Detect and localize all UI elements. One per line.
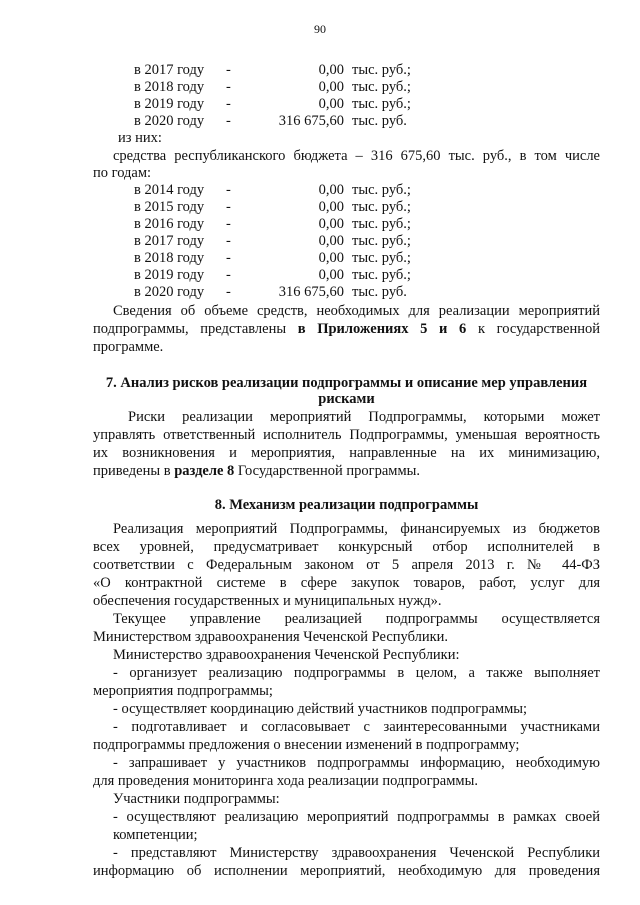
section-8-line: информацию об исполнении мероприятий, необходимую для проведения (93, 863, 600, 879)
list-item-value: 316 675,60 (278, 113, 344, 129)
section-8-line: Министерством здравоохранения Чеченской Республики. (93, 629, 449, 645)
list-item-year: в 2019 году (134, 267, 205, 283)
section-8-line: мероприятия подпрограммы; (93, 683, 273, 699)
info-paragraph-line (93, 321, 600, 338)
from-them-text: из них: (118, 130, 162, 146)
list-item-value: 0,00 (318, 199, 344, 215)
list-item-value: 0,00 (318, 250, 344, 266)
list-item-value: 0,00 (318, 216, 344, 232)
list-item-dash: - (226, 79, 231, 95)
section-7-title: 7. Анализ рисков реализации подпрограммы и описание мер управления рисками (105, 375, 588, 407)
list-item-dash: - (226, 182, 231, 198)
list-item-dash: - (226, 113, 231, 129)
list-item-year: в 2019 году (134, 96, 205, 112)
section-8-line: всех уровней, предусматривает конкурсный отбор исполнителей в (93, 539, 600, 555)
section-7-paragraph-line: управлять ответственный исполнитель Подпрограммы, уменьшая вероятность (93, 427, 600, 443)
list-item-dash: - (226, 250, 231, 266)
section-8-line: соответствии с Федеральным законом от 5 апреля 2013 г. № 44-ФЗ (93, 557, 600, 573)
list-item-value: 0,00 (318, 233, 344, 249)
list-item-year: в 2020 году (134, 284, 205, 300)
list-item-unit: тыс. руб.; (352, 233, 411, 249)
list-item-year: в 2018 году (134, 250, 205, 266)
list-item-unit: тыс. руб. (352, 113, 407, 129)
list-item-dash: - (226, 216, 231, 232)
list-item-year: в 2020 году (134, 113, 205, 129)
list-item-value: 0,00 (318, 182, 344, 198)
republic-budget-line: по годам: (93, 165, 152, 181)
list-item-dash: - (226, 62, 231, 78)
section-8-line: - подготавливает и согласовывает с заинтересованными участниками (113, 719, 600, 735)
list-item-value: 316 675,60 (278, 284, 344, 300)
list-item-unit: тыс. руб.; (352, 182, 411, 198)
info-text: подпрограммы, представлены (93, 321, 298, 337)
section-8-line: компетенции; (113, 827, 198, 843)
list-item-dash: - (226, 233, 231, 249)
info-paragraph-line: Сведения об объеме средств, необходимых для реализации мероприятий (113, 303, 600, 319)
list-item-value: 0,00 (318, 79, 344, 95)
list-item-unit: тыс. руб.; (352, 79, 411, 95)
list-item-unit: тыс. руб.; (352, 216, 411, 232)
list-item-unit: тыс. руб.; (352, 267, 411, 283)
list-item-unit: тыс. руб. (352, 284, 407, 300)
info-text: к государственной (466, 321, 600, 337)
section-8-line: - организует реализацию подпрограммы в целом, а также выполняет (113, 665, 600, 681)
section-8-line: обеспечения государственных и муниципальных нужд». (93, 593, 442, 609)
section-8-line: Участники подпрограммы: (113, 791, 280, 807)
section-8-line: - осуществляют реализацию мероприятий подпрограммы в рамках своей (113, 809, 600, 825)
appendix-reference: в Приложениях 5 и 6 (297, 321, 467, 337)
section-8-line: Текущее управление реализацией подпрограммы осуществляется (113, 611, 600, 627)
section-reference: разделе 8 (174, 463, 235, 479)
section-8-line: - представляют Министерству здравоохранения Чеченской Республики (113, 845, 600, 861)
section-7-paragraph-line: приведены в разделе 8 Государственной программы. (93, 463, 421, 479)
section-8-line: «О контрактной системе в сфере закупок товаров, работ, услуг для (93, 575, 600, 591)
section-7-paragraph-line: Риски реализации мероприятий Подпрограммы, которыми может (128, 409, 600, 425)
page-number: 90 (314, 22, 326, 36)
list-item-year: в 2014 году (134, 182, 205, 198)
section-8-line: Реализация мероприятий Подпрограммы, финансируемых из бюджетов (113, 521, 600, 537)
list-item-dash: - (226, 284, 231, 300)
list-item-dash: - (226, 96, 231, 112)
list-item-year: в 2015 году (134, 199, 205, 215)
list-item-unit: тыс. руб.; (352, 250, 411, 266)
list-item-dash: - (226, 267, 231, 283)
list-item-year: в 2016 году (134, 216, 205, 232)
section-8-line: Министерство здравоохранения Чеченской Республики: (113, 647, 460, 663)
list-item-value: 0,00 (318, 62, 344, 78)
list-item-unit: тыс. руб.; (352, 96, 411, 112)
section-8-line: подпрограммы предложения о внесении изменений в подпрограмму; (93, 737, 520, 753)
section-8-title: 8. Механизм реализации подпрограммы (214, 497, 479, 513)
list-item-year: в 2017 году (134, 62, 205, 78)
section-8-line: - запрашивает у участников подпрограммы информацию, необходимую (113, 755, 600, 771)
info-paragraph-line: программе. (93, 339, 164, 355)
section-7-paragraph-line: их возникновения и мероприятия, направленные на их минимизацию, (93, 445, 600, 461)
list-item-dash: - (226, 199, 231, 215)
section-8-line: для проведения мониторинга хода реализации подпрограммы. (93, 773, 478, 789)
list-item-value: 0,00 (318, 267, 344, 283)
list-item-year: в 2018 году (134, 79, 205, 95)
list-item-value: 0,00 (318, 96, 344, 112)
list-item-unit: тыс. руб.; (352, 62, 411, 78)
list-item-unit: тыс. руб.; (352, 199, 411, 215)
list-item-year: в 2017 году (134, 233, 205, 249)
section-8-line: - осуществляет координацию действий участников подпрограммы; (113, 701, 528, 717)
republic-budget-line: средства республиканского бюджета – 316 675,60 тыс. руб., в том числе (113, 148, 600, 164)
